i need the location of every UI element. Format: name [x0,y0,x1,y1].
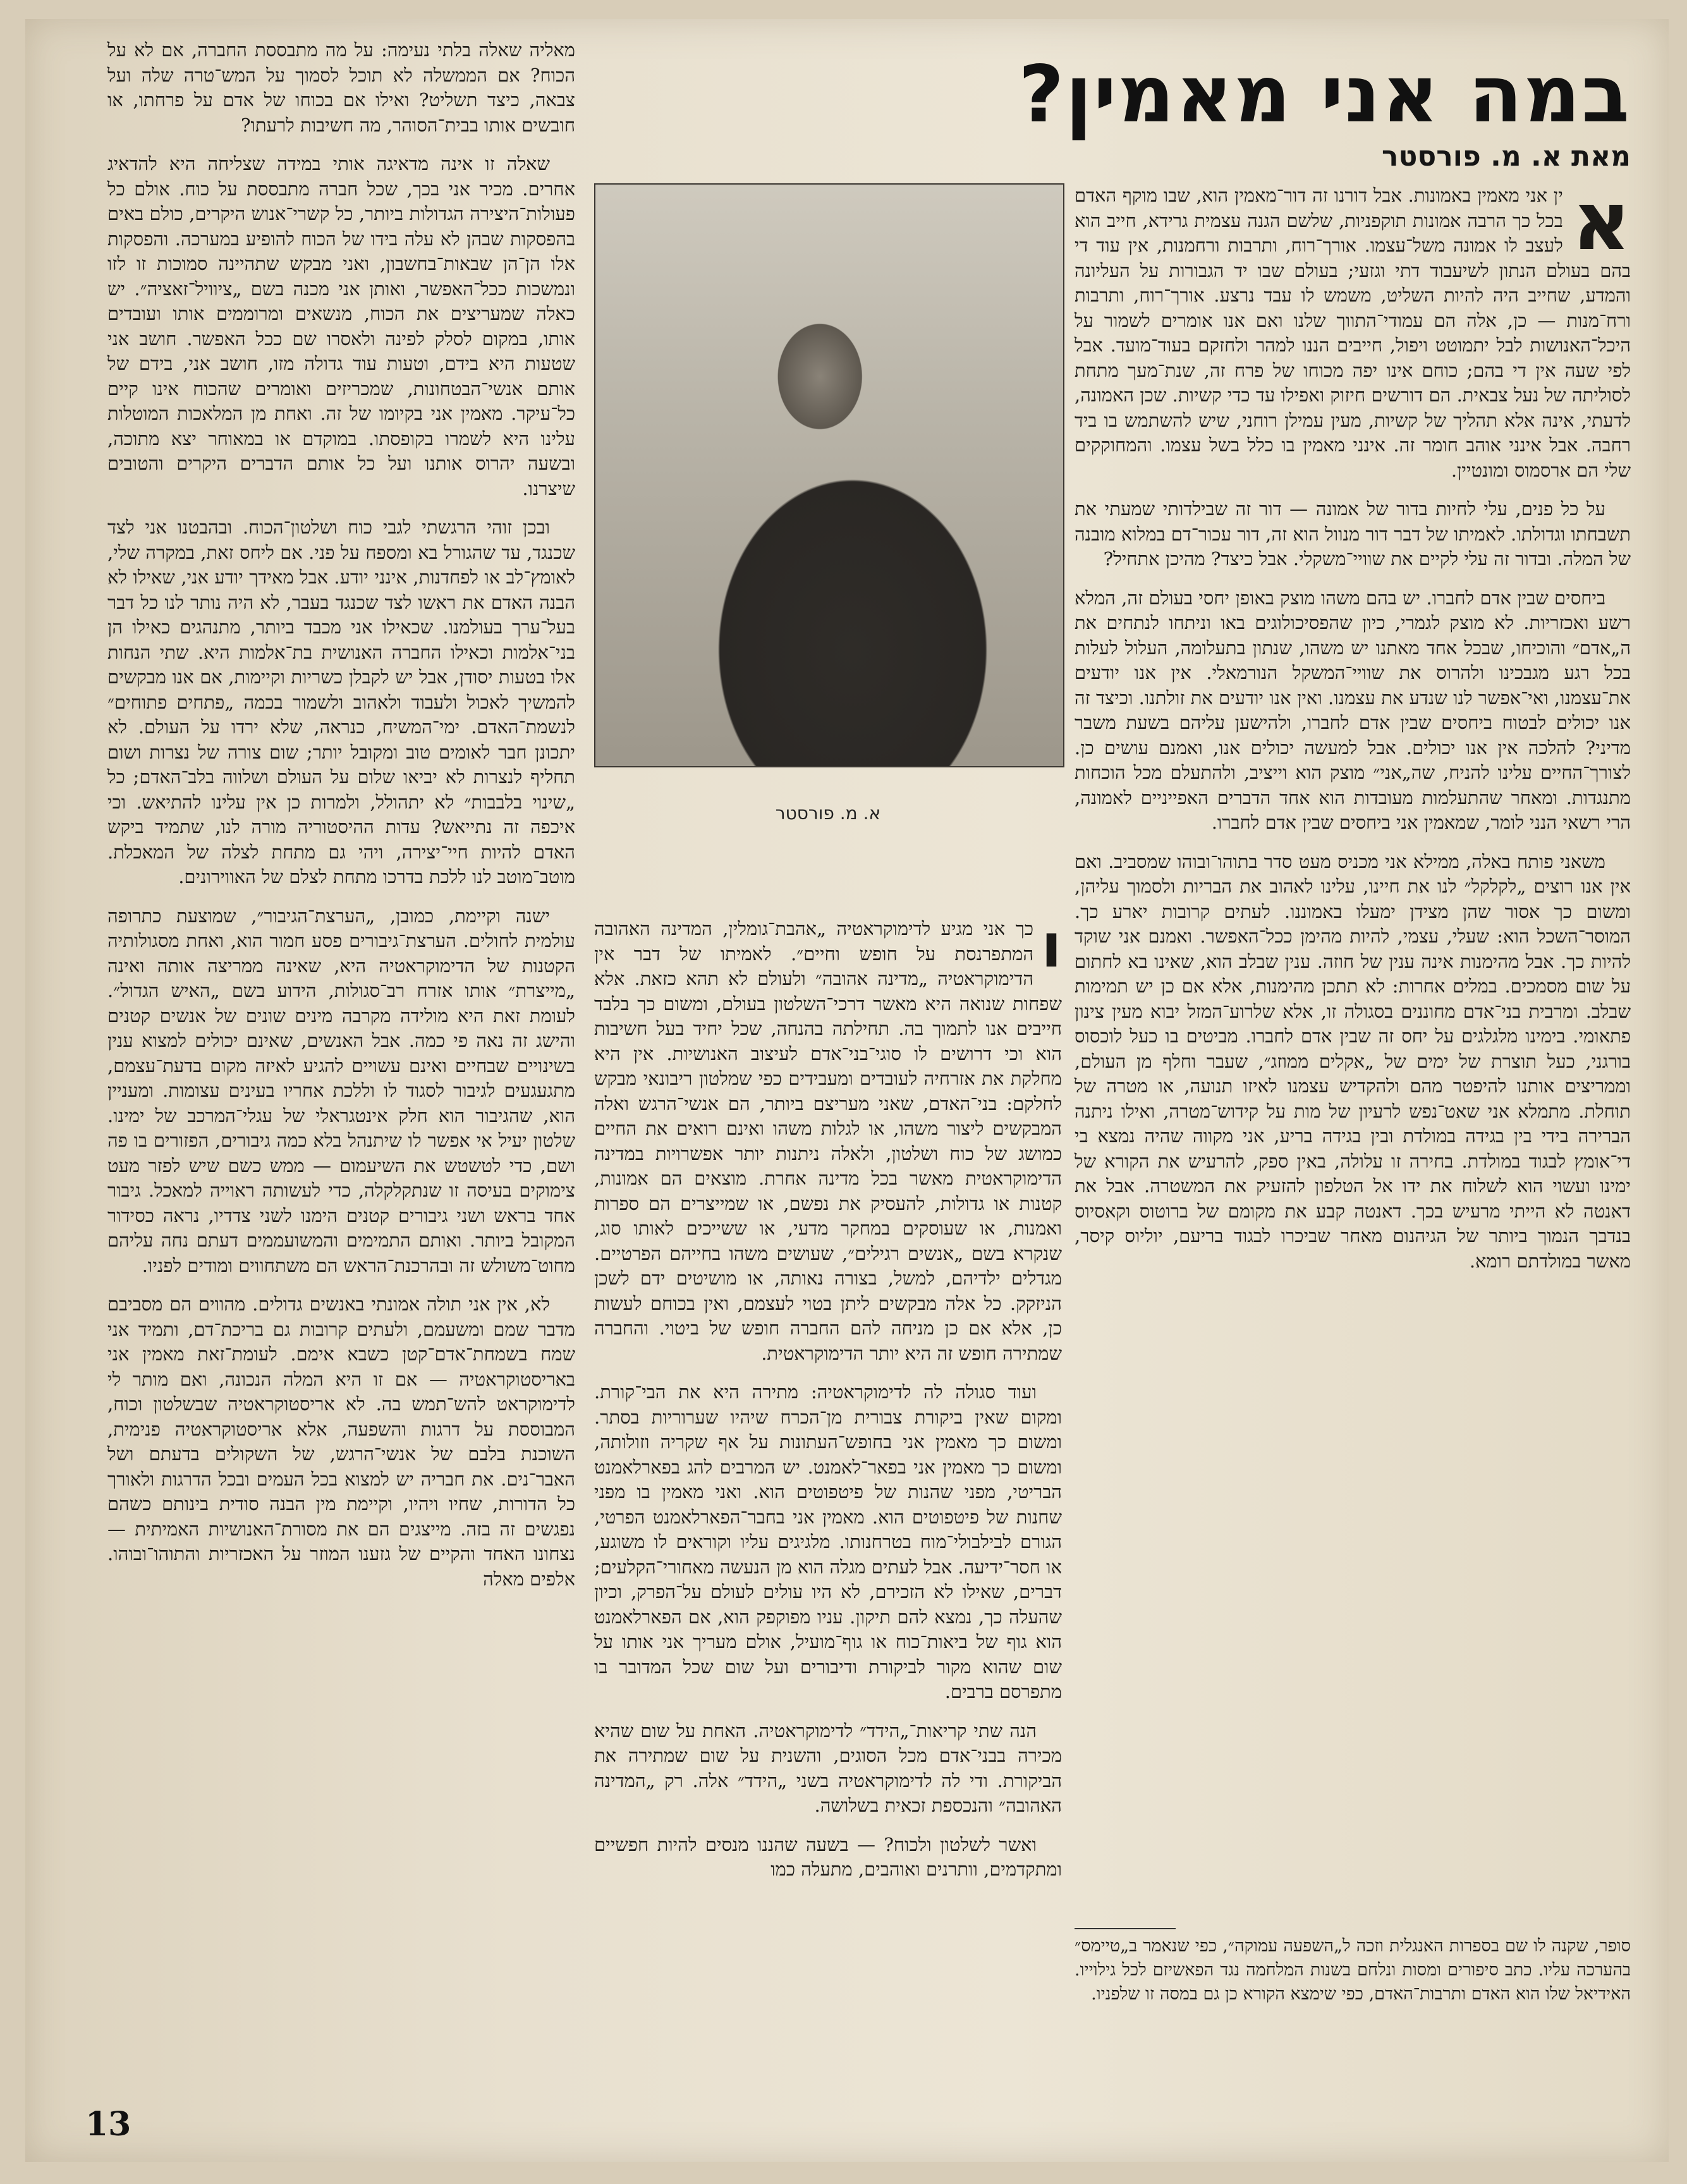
article-title: במה אני מאמין? [1018,49,1631,140]
paragraph: שאלה זו אינה מדאיגה אותי במידה שצליחה היא להדאיג אחרים. מכיר אני בכך, שכל חברה מתבססת על כוח. אולם כל פעולות־היצירה הגדולות ביותר, כל קשרי־אנוש היקרים, כולם באים בהפסקות שבהן לא עלה בידו של הכוח להופיע במערכה. והפסקות אלו הן־הן שבאות־בחשבון, ואני מבקש שתהיינה סמוכות זו לזו ונמשכות ככל־האפשר, ואותן אני מכנה בשם „ציוויל־זאציה״. יש כאלה שמעריצים את הכוח, מנשאים ומרוממים אותו ועובדים אותו, במקום לסלק לפינה ולאסרו שם ככל האפשר. חושב אני שטעות היא בידם, וטעות עוד גדולה מזו, חושב אני, בידם של אותם אנשי־הבטחונות, שמכריזים ואומרים שהכוח אינו קיים כל־עיקר. מאמין אני בקיומו של זה. ואחת מן המלאכות המוטלות עלינו היא לשמרו בקופסתו. במוקדם או במאוחר יצא מתוכה, ובשעה יהרוס אותנו ועל כל אותם הדברים היקרים והטובים שיצרנו. [107,153,575,499]
article-byline: מאת א. מ. פורסטר [1381,140,1631,173]
footnote-divider [1075,1928,1176,1929]
paragraph: ובכן זוהי הרגשתי לגבי כוח ושלטון־הכוח. ובהבטנו אני לצד שכנגד, עד שהגורל בא ומספח על פני. אם ליחס זאת, במקרה שלי, לאומץ־לב או לפחדנות, אינני יודע. אבל מאידך יודע אני, שאילו לא הבנה האדם את ראשו לצד שכנגד בעבר, לא היה נותר לנו כל דבר בעל־ערך בעולמנו. שכאילו אני מכבד ביותר, מתנהגים כאילו הן בני־אלמות וכאילו החברה האנושית בת־אלמות היא. שתי הנחות אלו בטעות יסודן, אבל יש לקבלן כשריות וקיימות, אם אנו מבקשים להמשיך לאכול ולעבוד ולאהוב ולשמור בכמה „פתחים פתוחים״ לנשמת־האדם. ימי־המשיח, כנראה, שלא ירדו על העולם. לא יתכונן חבר לאומים טוב ומקובל יותר; שום צורה של נצרות ושום תחליף לנצרות לא יביאו שלום על העולם ושלווה בלב־האדם; כל „שינוי בלבבות״ לא יתהולל, ולמרות כן אין עלינו להתיאש. וכי איכפה זה נתייאש? עדות ההיסטוריה מורה לנו, שתמיד ביקש האדם להיות חיי־יצירה, ויהי גם מתחת לצלה של המאכלת. מוטב־מוטב לנו ללכת בדרכו מתחת לצלם של האווירונים. [107,516,575,888]
paragraph: ישנה וקיימת, כמובן, „הערצת־הגיבור״, שמוצעת כתרופה עולמית לחולים. הערצת־גיבורים פסע חמור הוא, ואחת מסגולותיה הקטנות של הדימוקראטיה היא, שאינה ממריצה אותה ואינה „מייצרת״ אותו אזרח רב־סגולות, הידוע בשם „האיש הגדול״. לעומת זאת היא מולידה מקרבה מינים שונים של אנשים קטנים והישג זה נאה פי כמה. אבל האנשים, שאינם יכולים למצוא ענין בשינויים שבחיים ואינם עשויים להגיע לאיזה מקום בדעת־עצמם, מתגעגעים לגיבור לסגוד לו וללכת אחריו בעינים עצומות. ומעניין הוא, שהגיבור הוא חלק אינטגראלי של עגלי־המרכב של ימינו. שלטון יעיל אי אפשר לו שיתנהל בלא כמה גיבורים, הפזורים בו פה ושם, כדי לטשטש את השיעמום — ממש כשם שיש לפזר מעט צימוקים בעיסה זו שנתקלקלה, כדי לעשותה ראוייה למאכל. גיבור אחד בראש ושני גיבורים קטנים הימנו לשני צדדיו, נראה כסידור המקובל ביותר. ואותם התמימים והמשועממים דעתם נחה עליהם מחוט־משולש זה ובהרכנת־הראש הם משתחווים ומודים לפניו. [107,905,575,1276]
left-column [107,38,575,1606]
page-number: 13 [85,2105,131,2144]
photo-caption: א. מ. פורסטר [775,803,881,824]
right-column [1075,174,1631,1288]
paragraph: לא, אין אני תולה אמונתי באנשים גדולים. מהווים הם מסביבם מדבר שמם ומשעמם, ולעתים קרובות גם בריכת־דם, ותמיד אני שמח בשמחת־אדם־קטן כשבא אימם. לעומת־זאת מאמין אני באריסטוקראטיה — אם זו היא המלה הנכונה, ואם מותר לי לדימוקראט להש־תמש בה. לא אריסטוקראטיה שבשלטון וכוח, המבוססת על דרגות והשפעה, אלא אריסטוקראטיה פנימית, השוכנת בלבם של אנשי־הרגש, של השקולים בדעתם ושל האבר־נים. את חבריה יש למצוא בכל העמים ובכל הדרגות ולאורך כל הדורות, שחיו ויהיו, וקיימת מין הבנה סודית בינותם כשהם נפגשים זה בזה. מייצגים הם את מסורת־האנושיות האמיתית — נצחונו האחד והקיים של גזענו המוזר על האכזריות והתוהו־ובוהו. אלפים מאלה [107,1293,575,1590]
magazine-page [25,19,1669,2162]
article-header [847,38,1631,177]
paragraph: הנה שתי קריאות־„הידד״ לדימוקראטיה. האחת על שום שהיא מכירה בבני־אדם מכל הסוגים, והשנית על שום שמתירה את הביקורת. ודי לה לדימוקראטיה בשני „הידד״ אלה. רק „המדינה האהובה״ והנכספת זכאית בשלושה. [594,1719,1062,1816]
paragraph: משאני פותח באלה, ממילא אני מכניס מעט סדר בתוהו־ובוהו שמסביב. ואם אין אנו רוצים „לקלקל״ לנו את חיינו, עלינו לאהוב את הבריות ולסמוך עליהן, ומשום כך אסור שהן מצידן ימעלו באמוננו. לעתים קרובות יארע כך. המוסר־השכל הוא: שעלי, עצמי, להיות מהימן ככל־האפשר. ואמנם אני שוקד להיות כך. אבל מהימנות אינה ענין של חוזה. ענין שבלב הוא, שאינו בא לחתום על שום מסמכים. במלים אחרות: לא תתכן מהימנות, אלא אם כן יש תמימות שבלב. ומרבית בני־אדם מחוננים בסגולה זו, אלא שלרוע־המזל יבוא מעין צינון פתאומי. בימינו מלגלגים על יחס זה שבין אדם לחברו. מביטים בו כעל לוכסוס בורגני, כעל תוצרת של ימים של „אקלים ממוזג״, שעבר וחלף מן העולם, וממריצים אותנו להיפטר מהם ולהקדיש עצמנו לאיזו תנועה, או מטרה של תוחלת. מתמלא אני שאט־נפש לרעיון של מות על קידוש־מטרה, ואילו ניתנה הברירה בידי בין בגידה במולדת ובין בגידה בריע, אני מקווה שהיה נמצא בי די־אומץ לבגוד במולדת. בחירה זו עלולה, באין ספק, להרעיש את הקורא של ימינו ועשוי הוא לשלוח את ידו אל הטלפון להזעיק את המשטרה. אבל את דאנטה לא הייתי מרעיש בכך. דאנטה קבע את מקומם של ברוטוס וקאסיוס בנדבך הנמוך ביותר של הגיהנום מאחר שביכרו לבגוד בריעם, יוליוס קיסר, מאשר במולדתם רומא. [1075,850,1631,1272]
paragraph: ו כך אני מגיע לדימוקראטיה „אהבת־גומלין, המדינה האהובה המתפרנסת על חופש וחיים״. לאמיתו של דבר אין הדימוקראטיה „מדינה אהובה״ ולעולם לא תהא כזאת. אלא שפחות שנואה היא מאשר דרכי־השלטון בעולם, ומשום כך בלבד חייבים אנו לתמוך בה. תחילתה בהנחה, שכל יחיד בעל חשיבות הוא וכי דרושים לו סוגי־בני־אדם לעיצוב האנושיות. אין היא מחלקת את אזרחיה לעובדים ומעבידים כפי שמלטון ריבונאי מבקש לחלקם: בני־האדם, שאני מעריצם ביותר, הם אנשי־הרגש ואלה המבקשים ליצור משהו, או לגלות משהו ואינם רואים את החיים כמושג של כוח ושלטון, ולאלה ניתנות יותר אפשרויות במדינה הדימוקראטית מאשר בכל מדינה אחרת. מוצאים הם אמונות, קטנות או גדולות, להעסיק את נפשם, או שמייצרים הם ספרות ואמנות, או שעוסקים במחקר מדעי, או ששייכים לאותו סוג, שנקרא בשם „אנשים רגילים״, שעושים משהו בחייהם הפרטיים. מגדלים ילדיהם, למשל, בצורה נאותה, או מושיטים ידם לשכן הניזקק. כל אלה מבקשים ליתן בטוי לעצמם, ואין בכוחם לעשות כן, אלא אם כן מניחה להם החברה חופש של ביטוי. והחברה שמתירה חופש זה היא יותר הדימוקראטית. [594,910,1062,1364]
paragraph: ואשר לשלטון ולכוח? — בשעה שהננו מנסים להיות חפשיים ומתקדמים, וותרנים ואוהבים, מתעלה כמו [594,1833,1062,1880]
paragraph: ביחסים שבין אדם לחברו. יש בהם משהו מוצק באופן יחסי בעולם זה, המלא רשע ואכזריות. לא מוצק לגמרי, כיון שהפסיכולוגים באו וניתחו לנתחים את ה„אדם״ והוכיחו, שבכל אחד מאתנו יש משהו, שנתון בתעלומה, העלול לעלות בכל רגע מגבכינו ולהרוס את שוויי־המשקל הנורמאלי. אין אנו יודעים את־עצמנו, ואי־אפשר לנו שנדע את עצמנו. ואין אנו יודעים את זולתנו. וכיצד זה אנו יכולים לבטוח ביחסים שבין אדם לחברו, ולהישען עליהם בשעת משבר מדיני? להלכה אין אנו יכולים. אבל למעשה יכולים אנו, ואמנם עושים כן. לצורך־החיים עלינו להניח, שה„אני״ מוצק הוא וייציב, ולהתעלם מכל הוכחות מתנגדות. ומאחר שהתעלמות מעובדות הוא אחד הדברים האפייניים לאמונה, הרי רשאי הנני לומר, שמאמין אני ביחסים שבין אדם לחברו. [1075,587,1631,833]
author-photo [594,183,1064,767]
drop-cap: א [1571,174,1631,269]
paragraph: א ין אני מאמין באמונות. אבל דורנו זה דור־מאמין הוא, שבו מוקף האדם בכל כך הרבה אמונות תוקפניות, שלשם הגנה עצמית גרידא, חייב הוא לעצב לו אמונה משל־עצמו. אורך־רוח, ותרבות ורחמנות, אין עוד די בהם בעולם הנתון לשיעבוד דתי וגזעי; בעולם שבו יד הגבורות על העליונה והמדע, שחייב היה להיות השליט, משמש לו עבד נרצע. אורך־רוח, ותרבות ורח־מנות — כן, אלה הם עמודי־התווך שלנו ואם אנו אומרים לשמור על היכל־האנושות לבל יתמוטט ויפול, חייבים הננו למהר ולחזקם בעוד־מועד. אבל לפי שעה אין די בהם; כוחם אינו יפה מכוחו של פרח זה, שנת־מעך מתחת לסוליתה של נעל צבאית. הם דורשים חיזוק ואפילו עד כדי קשיות. שכן האמונה, לדעתי, אינה אלא תהליך של קשיות, מעין עמילן רוחני, שיש להשתמש בו ביד רחבה. אבל אינני אוהב חומר זה. אינני מאמין בו כלל בשל עצמו. והמחוקקים שלי הם ארסמוס ומונטיין. [1075,174,1631,481]
middle-column [594,910,1062,1896]
drop-cap: ו [1041,910,1062,981]
author-footnote: סופר, שקנה לו שם בספרות האנגלית וזכה ל„השפעה עמוקה״, כפי שנאמר ב„טיימס״ בהערכה עליו. כתב סיפורים ומסות ונלחם בשנות המלחמה נגד הפאשיזם לכל גילוייו. האידיאל שלו הוא האדם ותרבות־האדם, כפי שימצא הקורא כן גם במסה זו שלפניו. [1075,1936,1631,2004]
paragraph: מאליה שאלה בלתי נעימה: על מה מתבססת החברה, אם לא על הכוח? אם הממשלה לא תוכל לסמוך על המש־טרה שלה ועל צבאה, כיצד תשליט? ואילו אם בכוחו של אדם על פרחתו, או חובשים אותו בבית־הסוהר, מה חשיבות לרעתו? [107,39,575,136]
paragraph: על כל פנים, עלי לחיות בדור של אמונה — דור זה שבילדותי שמעתי את תשבחתו וגדולתו. לאמיתו של דבר דור מנוול הוא זה, דור עכור־דם במלוא מובנה של המלה. ובדור זה עלי לקיים את שוויי־משקלי. אבל כיצד? מהיכן אתחיל? [1075,498,1631,570]
paragraph: ועוד סגולה לה לדימוקראטיה: מתירה היא את הבי־קורת. ומקום שאין ביקורת צבורית מן־הכרח שיהיו שערוריות בסתר. ומשום כך מאמין אני בחופש־העתונות על אף שקריה וזולותה, ומשום כך מאמין אני בפאר־לאמנט. יש המרבים להג בפארלאמנט הבריטי, מפני שהנות של פיטפוטים הוא. ואני מאמין בו מפני שחנות של פיטפוטים הוא. מאמין אני בחבר־הפארלאמנט הפרטי, הגורם לבילבולי־מוח בטרחנותו. מלגיגים עליו וקוראים לו משוגע, או חסר־ידיעה. אבל לעתים מגלה הוא מן הנעשה מאחורי־הקלעים; דברים, שאילו לא הזכירם, לא היו עולים לעולם על־הפרק, וכיון שהעלה כך, נמצא להם תיקון. עניו מפוקפק הוא, אם הפארלאמנט הוא גוף של ביאות־כוח או גוף־מועיל, אולם מעריך אני אותו על שום שהוא מקור לביקורת ודיבורים ועל שום שכל המדובר בו מתפרסם ברבים. [594,1381,1062,1702]
